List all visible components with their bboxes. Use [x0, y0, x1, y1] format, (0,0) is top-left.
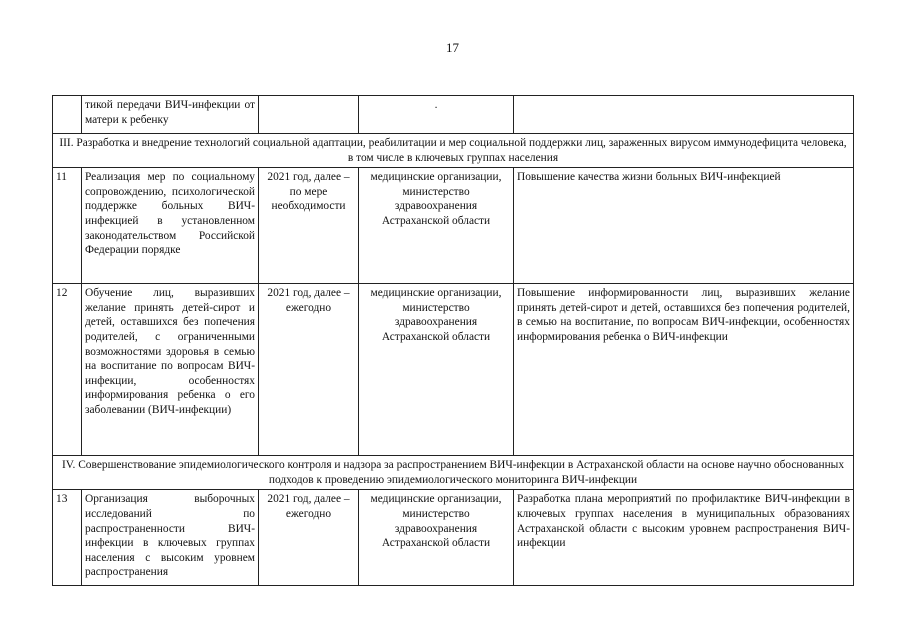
table-row-13	[53, 490, 854, 586]
table-row-continuation	[53, 96, 854, 134]
section-title: III. Разработка и внедрение технологий социальной адаптации, реабилитации и мер социальной поддержки лиц, зараженных вирусом иммунодефицита человека, в том числе в ключевых группах населения	[53, 134, 854, 168]
row-number: 11	[53, 168, 82, 284]
executors-cell: медицинские организации, министерство здравоохранения Астраханской области	[359, 168, 514, 284]
result-cell: Повышение качества жизни больных ВИЧ-инфекцией	[514, 168, 854, 284]
stray-mark: .	[434, 99, 438, 111]
deadline-cell: 2021 год, далее – ежегодно	[259, 284, 359, 456]
table-row-12	[53, 284, 854, 456]
section-header-row	[53, 456, 854, 490]
row-number: 13	[53, 490, 82, 586]
page-number: 17	[446, 40, 459, 55]
result-cell	[514, 96, 854, 134]
executors-cell	[359, 96, 514, 134]
section-header-row	[53, 134, 854, 168]
result-cell: Разработка плана мероприятий по профилактике ВИЧ-инфекции в ключевых группах населения в муниципальных образованиях Астраханской области с высоким уровнем распространения ВИЧ-инфекции	[514, 490, 854, 586]
deadline-cell	[259, 96, 359, 134]
deadline-cell: 2021 год, далее – по мере необходимости	[259, 168, 359, 284]
executors-cell: медицинские организации, министерство здравоохранения Астраханской области	[359, 284, 514, 456]
result-cell: Повышение информированности лиц, выразивших желание принять детей-сирот и детей, оставшихся без попечения родителей, в семью на воспитание, по вопросам ВИЧ-инфекции, особенностях информирования ребенка о ВИЧ-инфекции	[514, 284, 854, 456]
deadline-cell: 2021 год, далее – ежегодно	[259, 490, 359, 586]
activity-cell: Реализация мер по социальному сопровождению, психологической поддержке больных ВИЧ-инфекцией в установленном законодательством Российской Федерации порядке	[82, 168, 259, 284]
section-title: IV. Совершенствование эпидемиологического контроля и надзора за распространением ВИЧ-инфекции в Астраханской области на основе научно обоснованных подходов к проведению эпидемиологического мониторинга ВИЧ-инфекции	[53, 456, 854, 490]
row-number: 12	[53, 284, 82, 456]
table-row-11	[53, 168, 854, 284]
row-number-cell	[53, 96, 82, 134]
executors-cell: медицинские организации, министерство здравоохранения Астраханской области	[359, 490, 514, 586]
activity-cell: Обучение лиц, выразивших желание принять детей-сирот и детей, оставшихся без попечения родителей, с ограниченными возможностями здоровья в семью на воспитание по вопросам ВИЧ-инфекции, особенностях информирования ребенка о его заболевании (ВИЧ-инфекции)	[82, 284, 259, 456]
activity-cell: Организация выборочных исследований по распространенности ВИЧ-инфекции в ключевых группах населения с высоким уровнем распространения	[82, 490, 259, 586]
measures-table	[52, 95, 854, 586]
activity-cell: тикой передачи ВИЧ-инфекции от матери к ребенку	[82, 96, 259, 134]
